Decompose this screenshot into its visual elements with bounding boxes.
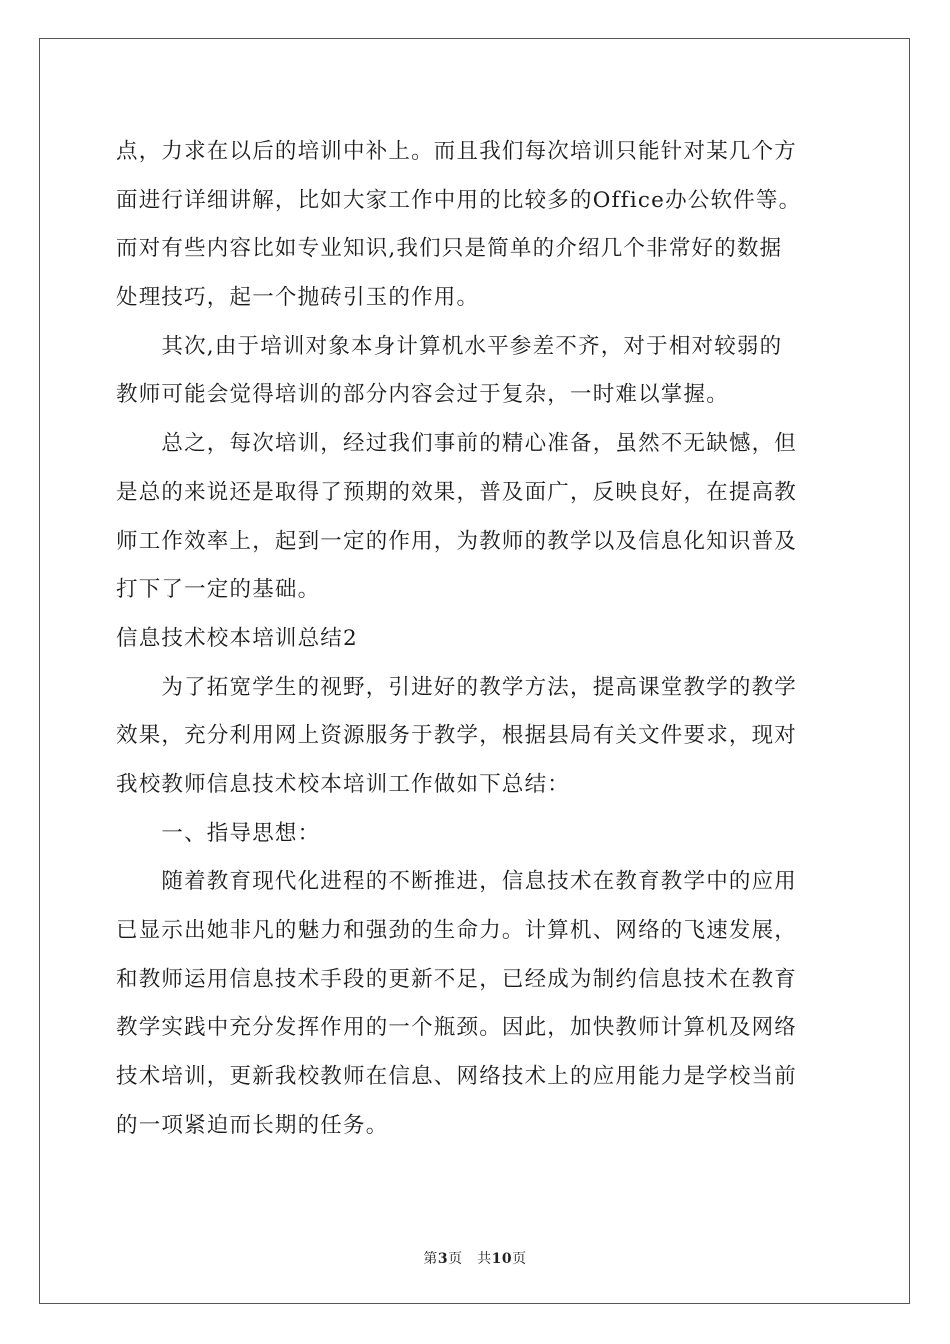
text-line: 效果，充分利用网上资源服务于教学，根据县局有关文件要求，现对 (116, 723, 798, 749)
section-heading: 信息技术校本培训总结2 (116, 625, 358, 651)
text-line: 的一项紧迫而长期的任务。 (116, 1112, 389, 1138)
page-number: 3 (437, 1251, 449, 1267)
text-line: 其次,由于培训对象本身计算机水平参差不齐，对于相对较弱的 (116, 333, 783, 359)
text-line: 技术培训，更新我校教师在信息、网络技术上的应用能力是学校当前 (116, 1064, 798, 1090)
text-line: 教学实践中充分发挥作用的一个瓶颈。因此，加快教师计算机及网络 (116, 1015, 798, 1041)
footer-suffix: 页 (512, 1251, 527, 1267)
footer-prefix: 第 (423, 1251, 438, 1267)
footer-mid: 页 共 (448, 1251, 492, 1267)
text-line: 已显示出她非凡的魅力和强劲的生命力。计算机、网络的飞速发展， (116, 918, 798, 943)
text-line: 处理技巧，起一个抛砖引玉的作用。 (116, 285, 480, 311)
total-pages: 10 (491, 1251, 513, 1267)
text-line: 我校教师信息技术校本培训工作做如下总结： (116, 771, 571, 797)
page-footer (0, 1248, 950, 1268)
text-line: 打下了一定的基础。 (116, 577, 321, 603)
text-line: 面进行详细讲解，比如大家工作中用的比较多的Office办公软件等。 (116, 187, 802, 213)
text-line: 随着教育现代化进程的不断推进，信息技术在教育教学中的应用 (116, 869, 798, 895)
subheading: 一、指导思想： (116, 820, 321, 846)
text-line: 教师可能会觉得培训的部分内容会过于复杂，一时难以掌握。 (116, 382, 729, 408)
text-line: 总之，每次培训，经过我们事前的精心准备，虽然不无缺憾，但 (116, 431, 798, 457)
text-line: 而对有些内容比如专业知识,我们只是简单的介绍几个非常好的数据 (116, 236, 783, 262)
text-line: 点，力求在以后的培训中补上。而且我们每次培训只能针对某几个方 (116, 139, 798, 164)
text-line: 为了拓宽学生的视野，引进好的教学方法，提高课堂教学的教学 (116, 674, 798, 700)
text-line: 师工作效率上，起到一定的作用，为教师的教学以及信息化知识普及 (116, 528, 798, 554)
document-body (116, 128, 836, 1150)
text-line: 和教师运用信息技术手段的更新不足，已经成为制约信息技术在教育 (116, 966, 798, 992)
text-line: 是总的来说还是取得了预期的效果，普及面广，反映良好，在提高教 (116, 479, 798, 505)
